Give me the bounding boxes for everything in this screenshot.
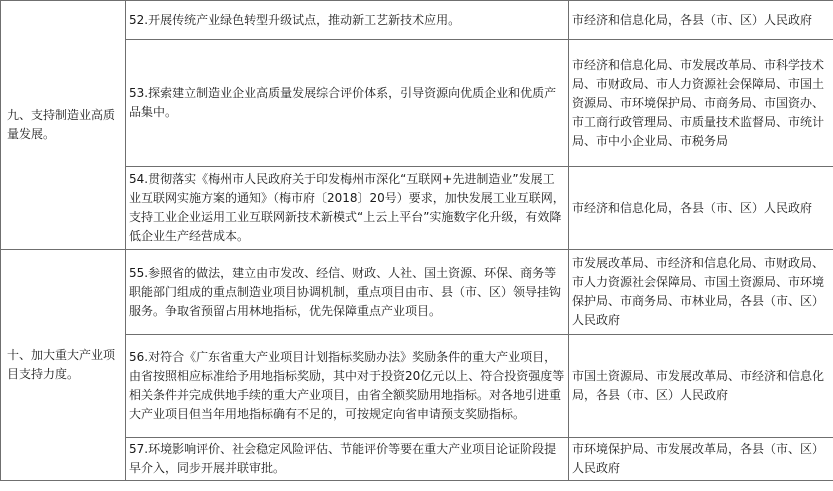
measure-cell: 54.贯彻落实《梅州市人民政府关于印发梅州市深化“互联网+先进制造业”发展工业互联网实施方案的通知》（梅市府〔2018〕20号）要求，加快发展工业互联网，支持工业企业运用工业互联网新技术新模式“上云上平台”实施数字化升级，有效降低企业生产经营成本。 bbox=[126, 167, 569, 250]
department-cell: 市发展改革局、市经济和信息化局、市财政局、市人力资源社会保障局、市国土资源局、市环境保护局、市商务局、市林业局，各县（市、区）人民政府 bbox=[569, 250, 833, 335]
department-cell: 市环境保护局、市发展改革局，各县（市、区）人民政府 bbox=[569, 438, 833, 481]
measure-cell: 56.对符合《广东省重大产业项目计划指标奖励办法》奖励条件的重大产业项目，由省按照相应标准给予用地指标奖励，其中对于投资20亿元以上、符合投资强度等相关条件并完成供地手续的重大产业项目，由省全额奖励用地指标。对各地引进重大产业项目但当年用地指标确有不足的，可按规定向省申请预支奖励指标。 bbox=[126, 335, 569, 438]
category-cell: 十、加大重大产业项目支持力度。 bbox=[1, 250, 126, 481]
department-cell: 市经济和信息化局，各县（市、区）人民政府 bbox=[569, 1, 833, 40]
department-cell: 市经济和信息化局、市发展改革局、市科学技术局、市财政局、市人力资源社会保障局、市国土资源局、市环境保护局、市商务局、市国资办、市工商行政管理局、市质量技术监督局、市统计局、市中小企业局、市税务局 bbox=[569, 40, 833, 167]
department-cell: 市经济和信息化局，各县（市、区）人民政府 bbox=[569, 167, 833, 250]
category-cell: 九、支持制造业高质量发展。 bbox=[1, 1, 126, 250]
measure-cell: 52.开展传统产业绿色转型升级试点，推动新工艺新技术应用。 bbox=[126, 1, 569, 40]
table-row bbox=[1, 250, 833, 335]
table-row bbox=[1, 40, 833, 167]
measure-cell: 53.探索建立制造业企业高质量发展综合评价体系，引导资源向优质企业和优质产品集中。 bbox=[126, 40, 569, 167]
table-row bbox=[1, 438, 833, 481]
table-row bbox=[1, 335, 833, 438]
measure-cell: 55.参照省的做法，建立由市发改、经信、财政、人社、国土资源、环保、商务等职能部门组成的重点制造业项目协调机制，重点项目由市、县（市、区）领导挂钩服务。争取省预留占用林地指标，优先保障重点产业项目。 bbox=[126, 250, 569, 335]
table-row bbox=[1, 1, 833, 40]
measure-cell: 57.环境影响评价、社会稳定风险评估、节能评价等要在重大产业项目论证阶段提早介入，同步开展并联审批。 bbox=[126, 438, 569, 481]
department-cell: 市国土资源局、市发展改革局、市经济和信息化局，各县（市、区）人民政府 bbox=[569, 335, 833, 438]
table-row bbox=[1, 167, 833, 250]
